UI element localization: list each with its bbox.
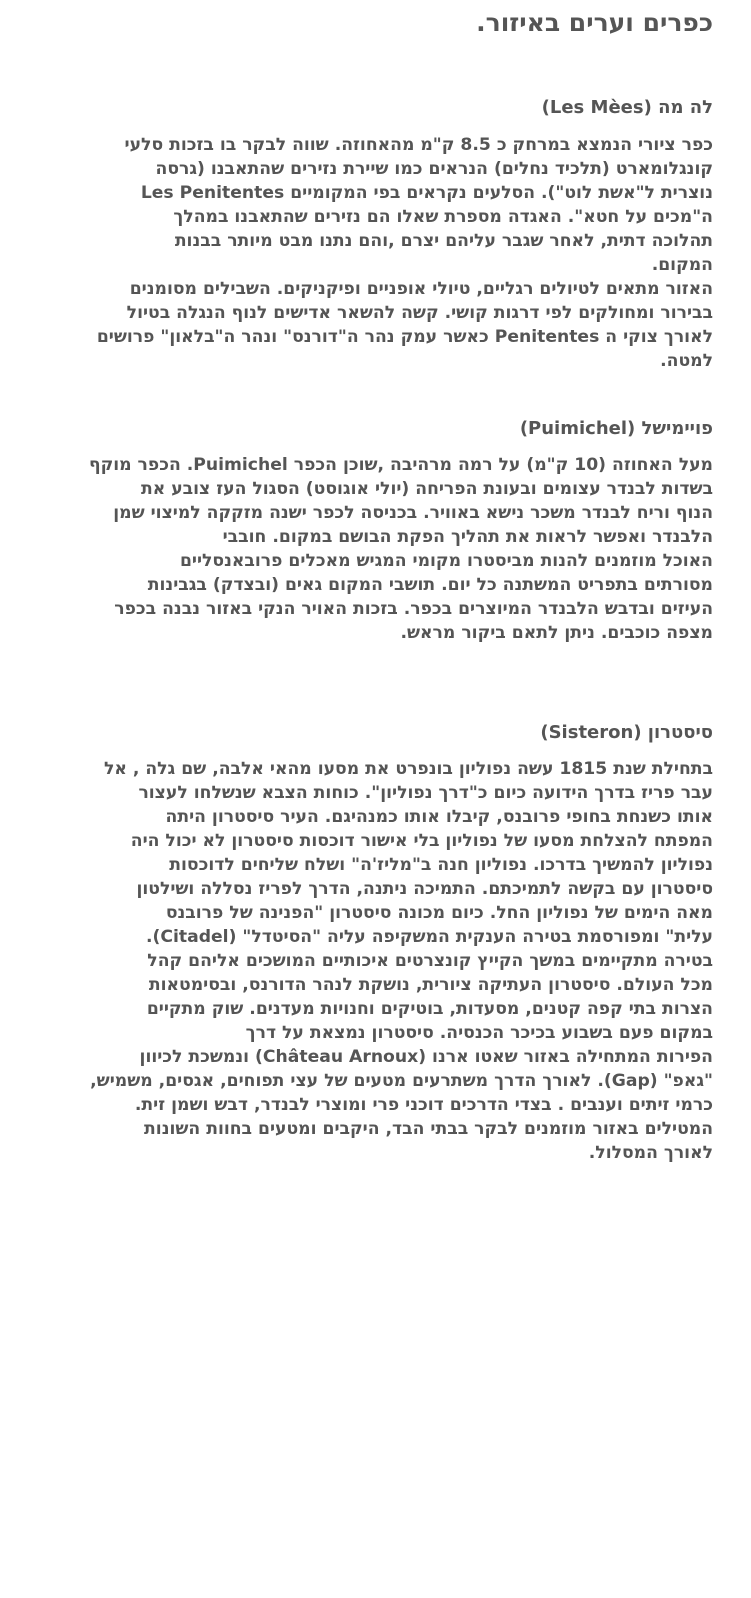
paragraph-line: לאורך המסלול. [588, 1143, 713, 1163]
paragraph-line: אותו כשנחת בחופי פרובנס, קיבלו אותו כמנהיגם. העיר סיסטרון היתה [165, 807, 713, 827]
paragraph-line: מעל האחוזה (10 ק"מ) על רמה מרהיבה ,שוכן הכפר Puimichel. הכפר מוקף [88, 455, 713, 475]
paragraph-line: בבירור ומחולקים לפי דרגות קושי. קשה להשאר אדישים לנוף הנגלה בטיול [126, 303, 713, 323]
paragraph-line: במקום פעם בשבוע בכיכר הכנסיה. סיסטרון נמצאת על דרך [245, 1023, 713, 1043]
paragraph-line: ה"מכים על חטא". האגדה מספרת שאלו הם נזירים שהתאבנו במהלך [173, 207, 713, 227]
section-body-puimichel [0, 453, 713, 645]
paragraph-line: מצפה כוכבים. ניתן לתאם ביקור מראש. [400, 623, 713, 643]
section-body-les-mees [0, 133, 713, 373]
paragraph-line: הנוף וריח לבנדר משכר נישא באוויר. בכניסה לכפר ישנה מזקקה למיצוי שמן [113, 503, 713, 523]
paragraph-line: בטירה מתקיימים במשך הקייץ קונצרטים איכותיים המושכים אליהם קהל [147, 951, 713, 971]
paragraph-line: מסורתים בתפריט המשתנה כל יום. תושבי המקום גאים (ובצדק) בגבינות [147, 575, 713, 595]
paragraph-line: האזור מתאים לטיולים רגליים, טיולי אופניים ופיקניקים. השבילים מסומנים [129, 279, 713, 299]
paragraph-line: הלבנדר ואפשר לראות את תהליך הפקת הבושם במקום. חובבי [222, 527, 713, 547]
section-title-les-mees: לה מה (Les Mèes) [541, 97, 713, 118]
section-title-puimichel: פויימישל (Puimichel) [519, 418, 713, 439]
paragraph-line: עלית" ומפורסמת בטירה הענקית המשקיפה עליה "הסיטדל" (Citadel). [146, 927, 713, 947]
paragraph-line: המטילים באזור מוזמנים לבקר בבתי הבד, היקבים ומטעים בחוות השונות [144, 1119, 713, 1139]
page-title: כפרים וערים באיזור. [476, 8, 713, 37]
paragraph-line: נפוליון להמשיך בדרכו. נפוליון חנה ב"מליז'ה" ושלח שליחים לדוכסות [169, 855, 713, 875]
paragraph-line: נוצרית ל"אשת לוט"). הסלעים נקראים בפי המקומיים Les Penitentes [140, 183, 713, 203]
paragraph-line: האוכל מוזמנים להנות מביסטרו מקומי המגיש מאכלים פרובאנסליים [179, 551, 713, 571]
paragraph-line: המקום. [651, 255, 713, 275]
paragraph-line: תהלוכה דתית, לאחר שגבר עליהם יצרם ,והם נתנו מבט מיותר בבנות [174, 231, 713, 251]
paragraph-line: כרמי זיתים וענבים . בצדי הדרכים דוכני פרי ומוצרי לבנדר, דבש ושמן זית. [134, 1095, 713, 1115]
paragraph-line: בשדות לבנדר עצומים ובעונת הפריחה (יולי אוגוסט) הסגול העז צובע את [140, 479, 713, 499]
paragraph-line: מאה הימים של נפוליון החל. כיום מכונה סיסטרון "הפנינה של פרובנס [165, 903, 713, 923]
paragraph-line: הפירות המתחילה באזור שאטו ארנו (Château Arnoux) ונמשכת לכיוון [139, 1047, 713, 1067]
paragraph-line: "גאפ" (Gap). לאורך הדרך משתרעים מטעים של עצי תפוחים, אגסים, משמיש, [90, 1071, 713, 1091]
paragraph-line: העיזים ובדבש הלבנדר המיוצרים בכפר. בזכות האויר הנקי באזור נבנה בכפר [114, 599, 713, 619]
paragraph-line: בתחילת שנת 1815 עשה נפוליון בונפרט את מסעו מהאי אלבה, שם גלה , אל [103, 759, 713, 779]
section-body-sisteron [0, 757, 713, 1165]
paragraph-line: הצרות בתי קפה קטנים, מסעדות, בוטיקים וחנויות מעדנים. שוק מתקיים [146, 999, 713, 1019]
paragraph-line: לאורך צוקי ה Penitentes כאשר עמק נהר ה"דורנס" ונהר ה"בלאון" פרושים [96, 327, 713, 347]
paragraph-line: כפר ציורי הנמצא במרחק כ 8.5 ק"מ מהאחוזה. שווה לבקר בו בזכות סלעי [124, 135, 713, 155]
paragraph-line: סיסטרון עם בקשה לתמיכתם. התמיכה ניתנה, הדרך לפריז נסללה ושילטון [136, 879, 713, 899]
paragraph-line: המפתח להצלחת מסעו של נפוליון בלי אישור דוכסות סיסטרון לא יכול היה [130, 831, 713, 851]
section-title-sisteron: סיסטרון (Sisteron) [540, 722, 713, 743]
paragraph-line: עבר פריז בדרך הידועה כיום כ"דרך נפוליון". כוחות הצבא שנשלחו לעצור [138, 783, 713, 803]
paragraph-line: למטה. [660, 351, 713, 371]
paragraph-line: קונגלומארט (תלכיד נחלים) הנראים כמו שיירת נזירים שהתאבנו (גרסה [155, 159, 713, 179]
paragraph-line: מכל העולם. סיסטרון העתיקה ציורית, נושקת לנהר הדורנס, ובסימטאות [148, 975, 713, 995]
